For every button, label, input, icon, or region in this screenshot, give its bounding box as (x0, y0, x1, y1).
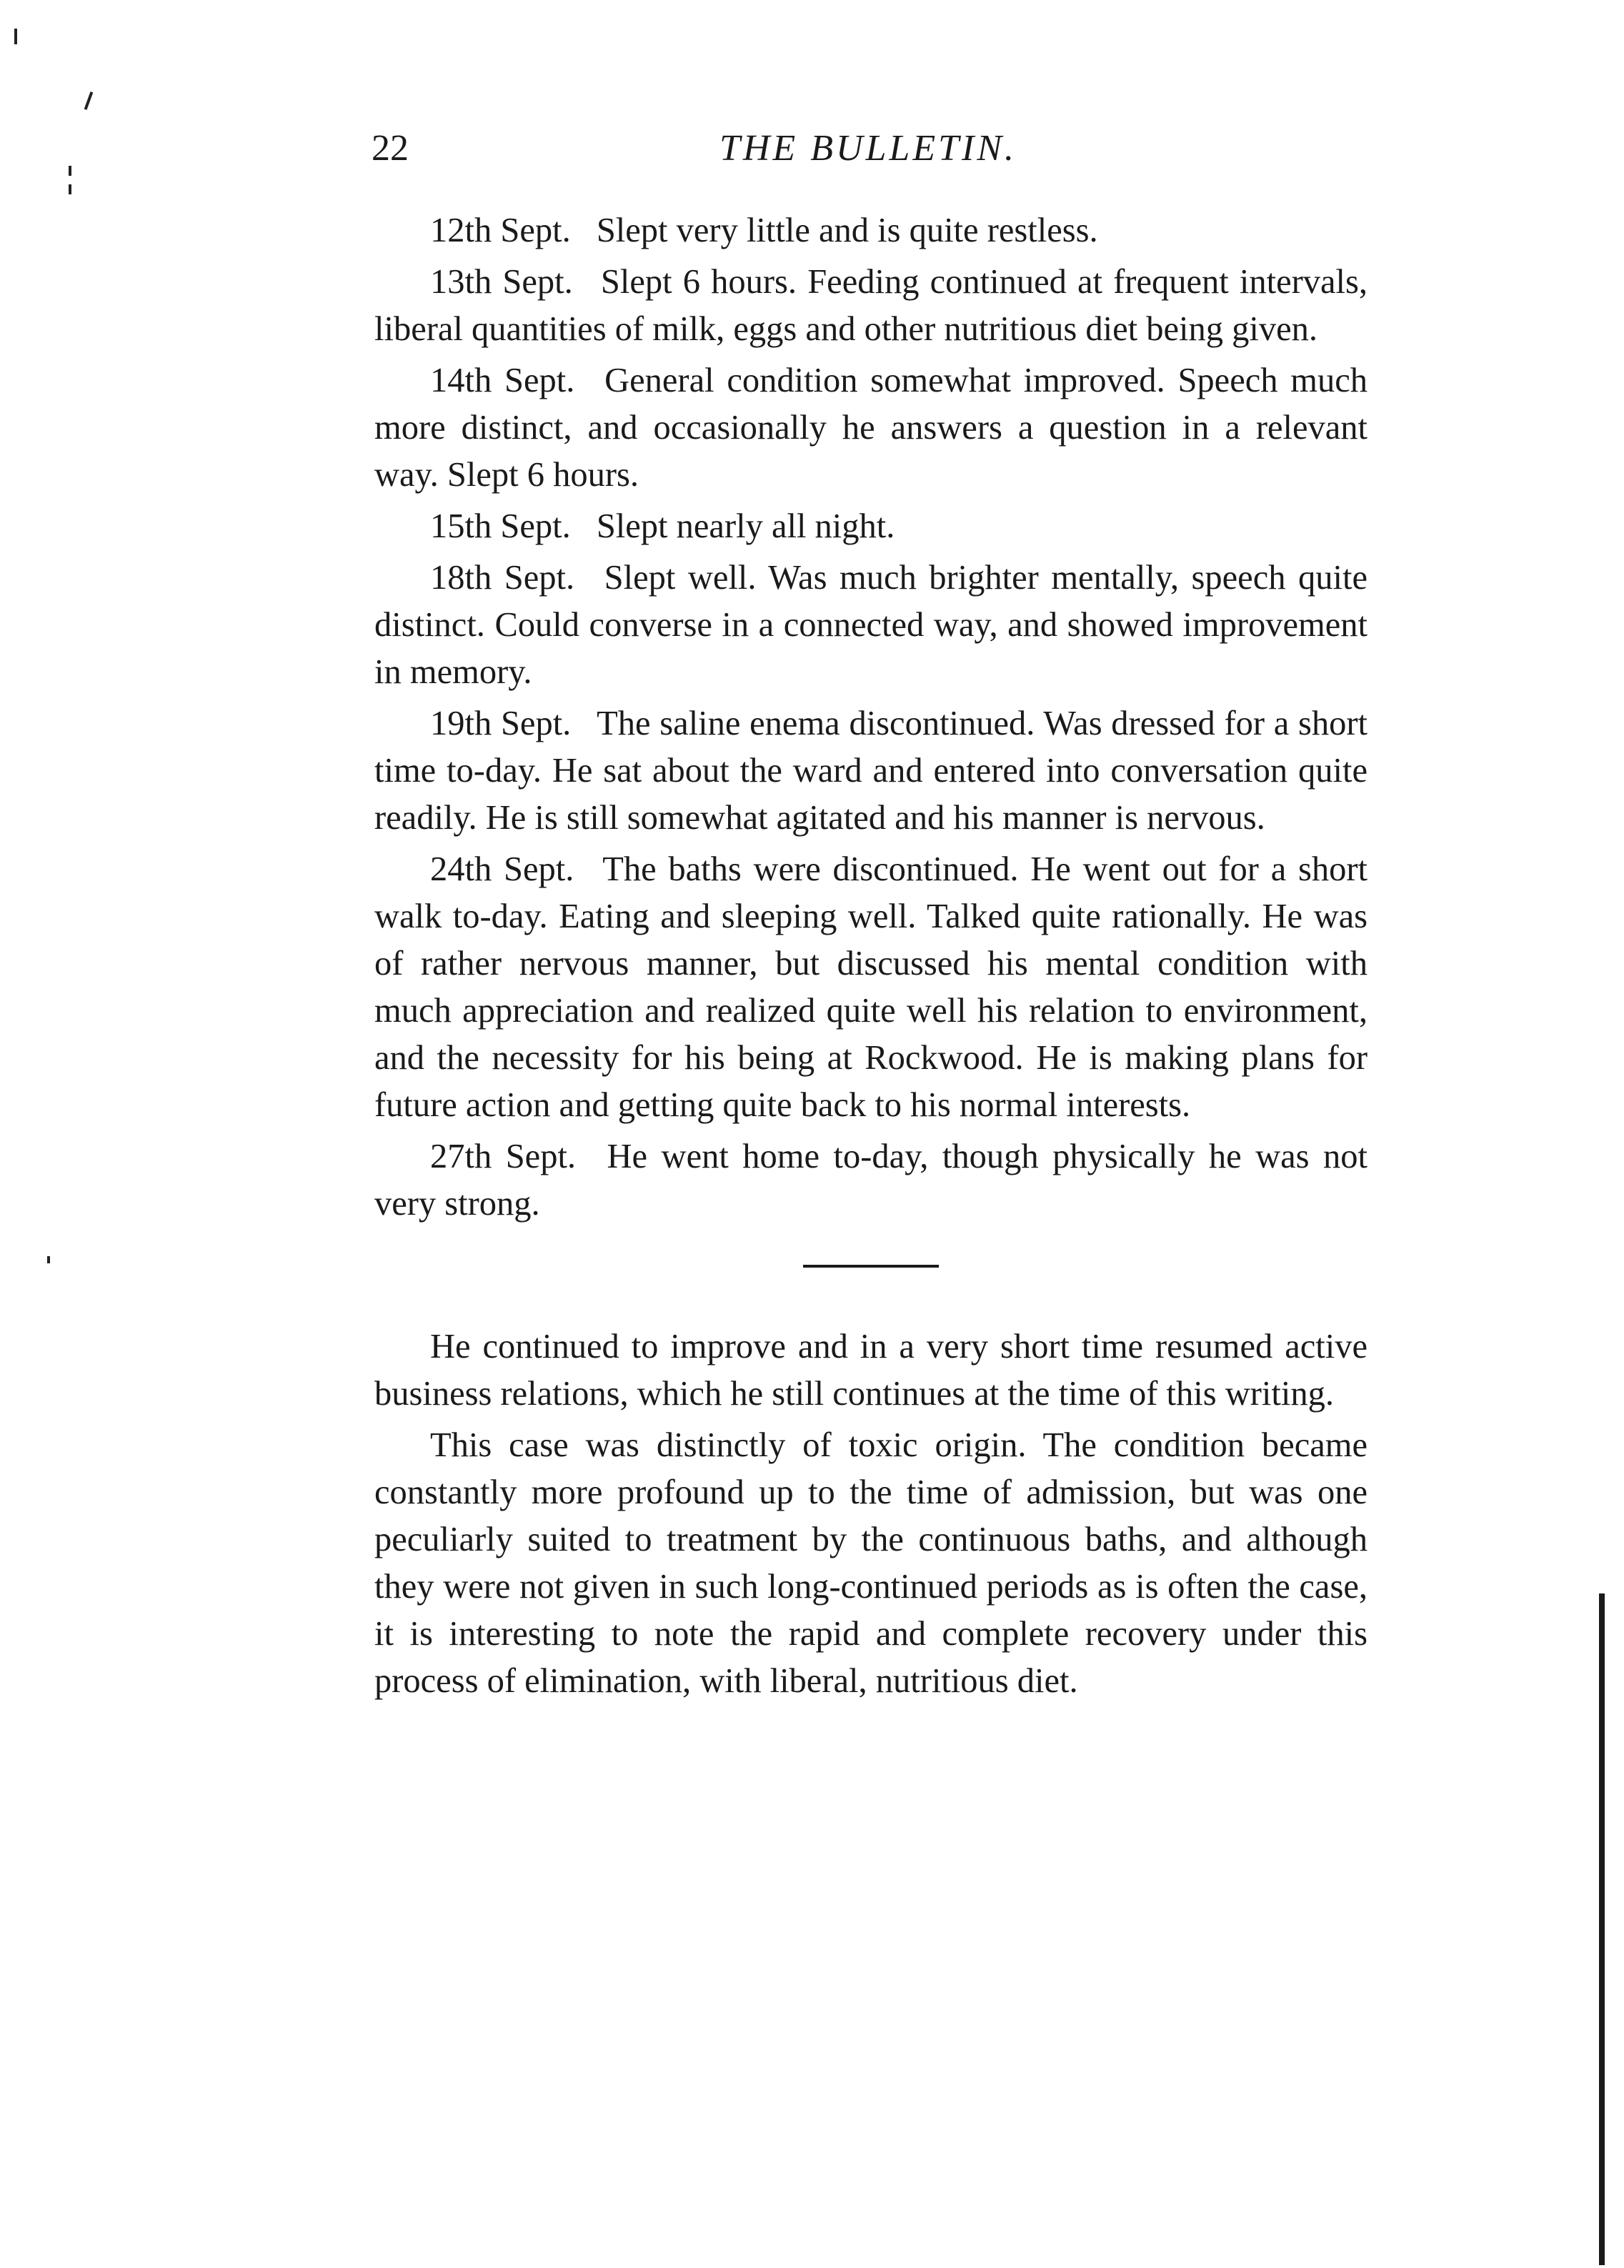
page-header (372, 127, 1365, 184)
entry-text: Slept nearly all night. (596, 507, 895, 545)
entry-date: 12th Sept. (430, 212, 571, 249)
body-text (374, 207, 1368, 1709)
entry-date: 14th Sept. (430, 362, 575, 399)
entry-text: The saline enema discontinued. Was dressed for a short time to-day. He sat about the ward and entered into conversation quite readily. He is still somewhat agitated and his manner is nervous. (374, 705, 1368, 837)
entry-date: 24th Sept. (430, 850, 574, 888)
page-number: 22 (372, 128, 409, 169)
diary-entry (374, 357, 1368, 499)
closing-paragraph: He continued to improve and in a very short time resumed active business relations, which he still continues at the time of this writing. (374, 1328, 1368, 1413)
diary-entry (374, 1133, 1368, 1228)
scan-edge-shadow (1599, 1593, 1605, 2265)
entry-text: Slept very little and is quite restless. (596, 212, 1098, 249)
entry-text: The baths were discontinued. He went out for a short walk to-day. Eating and sleeping well. Talked quite rationally. He was of rather nervous manner, but discussed his mental condition with much appreciation and realized quite well his relation to environment, and the necessity for his being at Rockwood. He is making plans for future action and getting quite back to his normal interests. (374, 850, 1368, 1124)
diary-entry (374, 700, 1368, 842)
diary-entry (374, 554, 1368, 696)
entry-text: Slept 6 hours. Feeding continued at frequent intervals, liberal quantities of milk, eggs and other nutritious diet being given. (374, 263, 1368, 348)
diary-entry (374, 846, 1368, 1129)
closing-paragraph: This case was distinctly of toxic origin. The condition became constantly more profound up to the time of admission, but was one peculiarly suited to treatment by the continuous baths, and although they were not given in such long-continued periods as is often the case, it is interesting to note the rapid and complete recovery under this process of elimination, with liberal, nutritious diet. (374, 1426, 1368, 1700)
scan-mark (69, 166, 71, 176)
scan-mark (84, 91, 94, 110)
entry-text: Slept well. Was much brighter mentally, speech quite distinct. Could converse in a connected way, and showed improvement in memory. (374, 559, 1368, 691)
running-title: THE BULLETIN. (719, 128, 1017, 169)
diary-entry (374, 259, 1368, 353)
scan-mark (69, 184, 71, 194)
section-divider (803, 1265, 939, 1268)
entry-text: He went home to-day, though physically he was not very strong. (374, 1138, 1368, 1223)
entry-date: 18th Sept. (430, 559, 575, 597)
diary-entry (374, 207, 1368, 254)
entry-date: 27th Sept. (430, 1138, 577, 1175)
scan-mark (47, 1256, 50, 1263)
entry-date: 19th Sept. (430, 705, 572, 742)
diary-entry (374, 503, 1368, 550)
entry-date: 15th Sept. (430, 507, 571, 545)
entry-text: General condition somewhat improved. Speech much more distinct, and occasionally he answers a question in a relevant way. Slept 6 hours. (374, 362, 1368, 494)
entry-date: 13th Sept. (430, 263, 573, 301)
scan-mark (14, 29, 17, 44)
